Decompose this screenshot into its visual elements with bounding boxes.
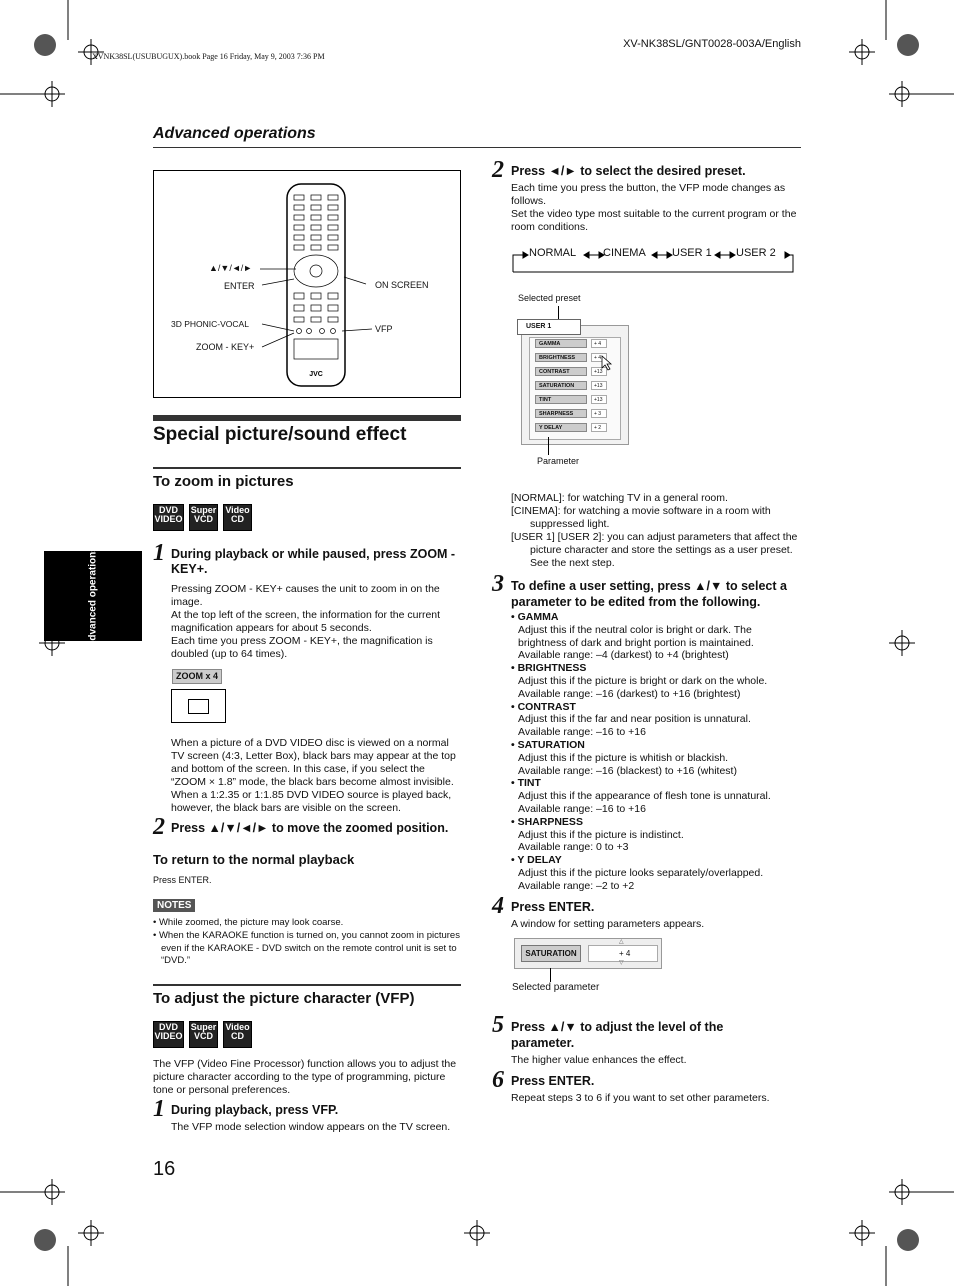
param-desc-item: • SHARPNESS Adjust this if the picture is indistinct. Available range: 0 to +3 [511, 815, 684, 854]
main-title: Special picture/sound effect [153, 424, 407, 445]
r-step2-number: 2 [492, 157, 504, 183]
sat-caption: Selected parameter [512, 982, 600, 993]
mode-item: [USER 1] [USER 2]: you can adjust parameters that affect the picture character and store the settings as a user preset. See the next step. [511, 531, 798, 569]
preset-normal: NORMAL [529, 247, 577, 259]
brand-label: JVC [309, 371, 323, 378]
mode-list [511, 492, 801, 570]
r-step4-body: A window for setting parameters appears. [511, 918, 705, 930]
sat-window [514, 938, 662, 969]
file-info: XVNK38SL(USUBUGUX).book Page 16 Friday, May 9, 2003 7:36 PM [92, 52, 325, 61]
param-desc-item: • BRIGHTNESS Adjust this if the picture is bright or dark on the whole. Available range: –16 (darkest) to +16 (brightest) [511, 662, 768, 700]
vfp-intro: The VFP (Video Fine Processor) function allows you to adjust the picture character according to the type of programming, picture tone or personal preferences. [153, 1058, 457, 1096]
on-screen-label: ON SCREEN [375, 280, 429, 290]
zoom-osd [171, 669, 226, 723]
zoom-step2-number: 2 [153, 814, 165, 840]
r-step5-title: Press ▲/▼ to adjust the level of the parameter. [511, 1020, 724, 1050]
zoom-rule [153, 467, 461, 469]
vfp-title: To adjust the picture character (VFP) [153, 990, 415, 1007]
caption-line [558, 306, 559, 320]
page-number: 16 [153, 1158, 176, 1180]
zoom-step1-note: When a picture of a DVD VIDEO disc is viewed on a normal TV screen (4:3, Letter Box), black bars may appear at the top and bottom of the screen. In this case, if you select the “ZOOM × 1.8” mode, the black bars become almost invisible. When a 1:2.35 or 1:1.85 DVD VIDEO source is played back, however, the black bars are visible on the screen. [171, 737, 456, 814]
osd-param-list: GAMMA + 4 BRIGHTNESS + 4 CONTRAST +13 SATURATION +13 TINT +13 SHARPNESS + 3 Y DELAY + 2 [535, 339, 615, 439]
main-title-bar [153, 415, 461, 421]
notes-list [153, 917, 461, 968]
param-desc-item: • TINT Adjust this if the appearance of flesh tone is unnatural. Available range: –16 to +16 [511, 777, 771, 815]
enter-label: ENTER [224, 281, 255, 291]
r-step6-number: 6 [492, 1067, 504, 1093]
r-step4-number: 4 [492, 893, 504, 919]
section-title: Advanced operations [153, 125, 316, 142]
video-cd-icon: Video CD [223, 1021, 252, 1048]
r-step3-title: To define a user setting, press ▲/▼ to select a parameter to be edited from the following. [511, 579, 787, 609]
preset-user1: USER 1 [672, 247, 712, 259]
zoom-step1-number: 1 [153, 540, 165, 566]
header-rule [153, 147, 801, 148]
vfp-step1-title: During playback, press VFP. [171, 1103, 339, 1117]
return-body: Press ENTER. [153, 875, 212, 885]
preset-user2: USER 2 [736, 247, 776, 259]
r-step2-body: Each time you press the button, the VFP mode changes as follows. Set the video type most suitable to the current program or the room conditions. [511, 182, 797, 233]
note-item: • While zoomed, the picture may look coarse. [153, 917, 344, 928]
up-arrow-icon: △ [619, 939, 624, 945]
phonic-label: 3D PHONIC-VOCAL [171, 319, 249, 329]
vfp-step1-number: 1 [153, 1096, 165, 1122]
doc-code: XV-NK38SL/GNT0028-003A/English [623, 38, 801, 50]
osd-preset: USER 1 [517, 319, 581, 335]
super-vcd-icon: Super VCD [189, 1021, 218, 1048]
side-tab-label: Advanced operations [87, 546, 99, 648]
param-desc-item: • GAMMA Adjust this if the neutral color is bright or dark. The brightness of dark and bright portion is maintained. Available range: –4 (darkest) to +4 (brightest) [511, 611, 754, 662]
parameter-caption: Parameter [537, 456, 580, 466]
param-desc-item: • CONTRAST Adjust this if the far and near position is unnatural. Available range: –16 to +16 [511, 700, 751, 739]
zoom-screen [171, 689, 226, 723]
zoom-label: ZOOM - KEY+ [196, 342, 255, 352]
sat-caption-line [550, 968, 551, 982]
param-desc-list [511, 611, 803, 893]
sat-value: + 4 [588, 945, 658, 962]
vfp-label: VFP [375, 324, 393, 334]
video-cd-icon: Video CD [223, 504, 252, 531]
dvd-video-icon: DVD VIDEO [153, 1021, 184, 1048]
zoom-step2-title: Press ▲/▼/◄/► to move the zoomed position. [171, 821, 449, 835]
r-step6-title: Press ENTER. [511, 1074, 595, 1088]
zoom-title: To zoom in pictures [153, 473, 294, 490]
r-step2-title: Press ◄/► to select the desired preset. [511, 164, 746, 178]
mode-item: [CINEMA]: for watching a movie software in a room with suppressed light. [511, 505, 771, 530]
mode-item: [NORMAL]: for watching TV in a general room. [511, 492, 728, 504]
sat-label: SATURATION [521, 945, 581, 962]
arrows-label: ▲/▼/◄/► [209, 263, 253, 273]
r-step5-number: 5 [492, 1012, 504, 1038]
zoom-step1-body: Pressing ZOOM - KEY+ causes the unit to zoom in on the image. At the top left of the screen, the information for the current magnification appears for about 5 seconds. Each time you press ZOOM - KEY+, the magnification is doubled (up to 64 times). [171, 583, 441, 660]
r-step5-body: The higher value enhances the effect. [511, 1054, 687, 1066]
super-vcd-icon: Super VCD [189, 504, 218, 531]
r-step4-title: Press ENTER. [511, 900, 595, 914]
zoom-osd-label: ZOOM x 4 [172, 669, 222, 684]
selected-preset-caption: Selected preset [518, 293, 581, 303]
notes-badge: NOTES [153, 899, 195, 912]
r-step3-number: 3 [492, 571, 504, 597]
parameter-line [548, 437, 549, 455]
param-desc-item: • SATURATION Adjust this if the picture is whitish or blackish. Available range: –16 (blackest) to +16 (whitest) [511, 738, 737, 777]
zoom-step1-title: During playback or while paused, press ZOOM - KEY+. [171, 547, 456, 576]
dvd-video-icon: DVD VIDEO [153, 504, 184, 531]
down-arrow-icon: ▽ [619, 960, 624, 966]
pointer-icon [600, 355, 614, 371]
r-step6-body: Repeat steps 3 to 6 if you want to set other parameters. [511, 1092, 770, 1104]
zoom-area [188, 699, 209, 714]
return-title: To return to the normal playback [153, 852, 355, 867]
preset-cinema: CINEMA [603, 247, 646, 259]
param-desc-item: • Y DELAY Adjust this if the picture looks separately/overlapped. Available range: –2 to +2 [511, 854, 764, 892]
preset-cycle [511, 246, 795, 273]
vfp-rule [153, 984, 461, 986]
note-item: • When the KARAOKE function is turned on, you cannot zoom in pictures even if the KARAOKE - DVD switch on the remote control unit is set to “DVD.” [153, 929, 460, 967]
remote-figure [153, 170, 461, 398]
vfp-step1-body: The VFP mode selection window appears on the TV screen. [171, 1121, 451, 1133]
